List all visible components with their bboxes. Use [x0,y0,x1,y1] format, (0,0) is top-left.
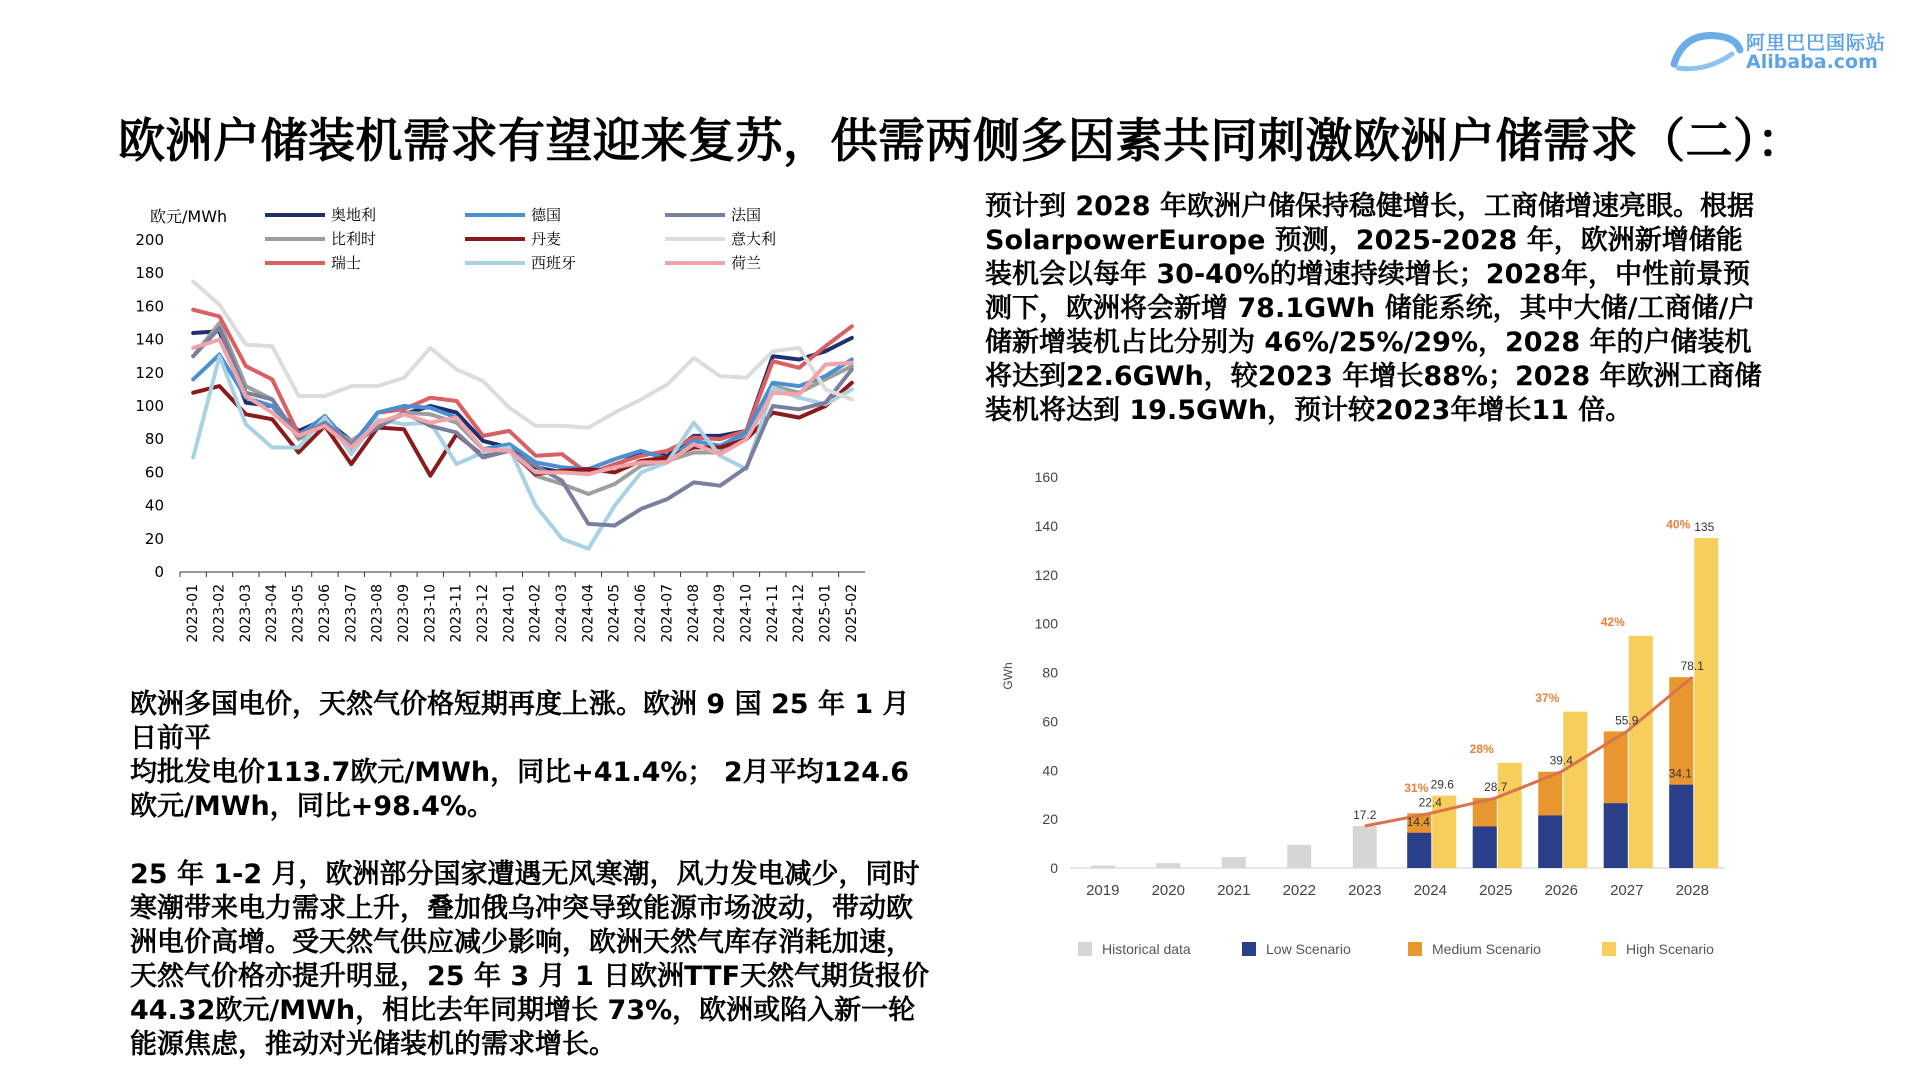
bar [1538,815,1562,868]
x-tick-label: 2024-04 [580,584,597,643]
data-label: 55.9 [1615,713,1639,728]
x-tick-label: 2024-03 [554,584,571,643]
legend-label: 德国 [531,206,562,224]
y-tick-label: 20 [144,529,164,548]
energy-context-text: 25 年 1-2 月，欧洲部分国家遭遇无风寒潮，风力发电减少，同时寒潮带来电力需求上升，叠加俄乌冲突导致能源市场波动，带动欧洲电价高增。受天然气供应减少影响，欧洲天然气库存消耗加速，天然气价格亦提升明显，25 年 3 月 1 日欧洲TTF天然气期货报价44.32欧元/MWh，相比去年同期增长 73%，欧洲或陷入新一轮能源焦虑，推动对光储装机的需求增长。 [130,859,930,1060]
x-tick-label: 2023-12 [474,584,491,643]
data-label: 17.2 [1353,807,1377,822]
y-tick-label: 100 [1034,615,1058,632]
bar [1407,833,1431,868]
x-tick-label: 2027 [1610,882,1644,899]
legend-label: 法国 [731,206,762,224]
bar [1156,863,1180,868]
legend-swatch [1408,942,1422,956]
x-tick-label: 2025 [1479,882,1513,899]
price-summary-paragraph [130,688,930,824]
bar [1473,826,1497,868]
legend-label: 西班牙 [531,254,577,272]
legend-label: 荷兰 [731,254,762,272]
x-tick-label: 2025-01 [817,584,834,643]
data-label: 14.4 [1406,814,1430,829]
bar [1091,866,1115,868]
x-tick-label: 2023-06 [316,584,333,643]
alibaba-logo [1666,24,1896,76]
x-tick-label: 2023-05 [290,584,307,643]
bar [1498,763,1522,868]
bar [1563,712,1587,868]
growth-rate-label: 28% [1469,742,1494,757]
legend-swatch [1602,942,1616,956]
x-tick-label: 2024-09 [712,584,729,643]
y-tick-label: 40 [144,496,164,515]
x-tick-label: 2019 [1086,882,1120,899]
y-tick-label: 140 [135,330,164,349]
bar [1694,538,1718,868]
y-tick-label: 80 [144,430,164,449]
x-tick-label: 2024-11 [764,584,781,643]
data-label: 78.1 [1680,659,1704,674]
y-tick-label: 20 [1042,811,1058,828]
x-tick-label: 2023-07 [343,584,360,643]
y-tick-label: 120 [135,363,164,382]
electricity-price-line-chart [130,196,910,666]
x-tick-label: 2021 [1217,882,1251,899]
energy-context-paragraph [130,858,930,1062]
y-tick-label: 60 [144,463,164,482]
data-label: 29.6 [1430,777,1454,792]
growth-rate-label: 37% [1535,690,1560,705]
x-tick-label: 2024-05 [606,584,623,643]
legend-label: 意大利 [731,230,777,248]
bar [1629,636,1653,868]
bar [1669,785,1693,868]
y-tick-label: 0 [1050,860,1058,876]
bar [1287,845,1311,868]
x-tick-label: 2026 [1544,882,1578,899]
x-tick-label: 2022 [1282,882,1316,899]
legend-label: High Scenario [1626,941,1714,957]
growth-rate-label: 31% [1404,781,1429,796]
y-tick-label: 120 [1034,566,1058,583]
data-label: 135 [1694,520,1715,535]
series-line [193,282,852,428]
x-tick-label: 2024-12 [791,584,808,643]
y-tick-label: 160 [1034,469,1058,485]
legend-label: Low Scenario [1266,941,1351,957]
x-tick-label: 2023-01 [185,584,202,643]
x-tick-label: 2023-11 [448,584,465,643]
alibaba-logo-icon [1666,24,1746,76]
legend-label: Historical data [1102,941,1191,957]
y-axis-label: 欧元/MWh [150,207,228,226]
storage-installation-bar-chart [980,460,1780,980]
forecast-text: 预计到 2028 年欧洲户储保持稳健增长，工商储增速亮眼。根据 SolarpowerEurope 预测，2025-2028 年，欧洲新增储能装机会以每年 30-40%的增速持续增长；2028年，中性前景预测下，欧洲将会新增 78.1GWh 储能系统，其中大储/工商储/户储新增装机占比分别为 46%/25%/29%，2028 年的户储装机将达到22.6GWh，较2023 年增长88%；2028 年欧洲工商储装机将达到 19.5GWh，预计较2023年增长11 倍。 [985,191,1762,426]
forecast-paragraph [985,190,1765,428]
legend-label: 瑞士 [331,254,362,272]
y-tick-label: 100 [135,397,164,415]
bar [1604,803,1628,868]
y-axis-label: GWh [1001,662,1015,690]
legend-swatch [1078,942,1092,956]
price-summary-line-2: 均批发电价113.7欧元/MWh，同比+41.4%； 2月平均124.6欧元/MWh，同比+98.4%。 [130,757,910,822]
x-tick-label: 2024-10 [738,584,755,643]
y-tick-label: 0 [154,563,164,581]
data-label: 22.4 [1418,795,1442,810]
y-tick-label: 60 [1042,713,1058,730]
x-tick-label: 2023 [1348,882,1382,899]
legend-label: 丹麦 [531,230,562,248]
x-tick-label: 2024 [1413,882,1447,899]
logo-chinese-text: 阿里巴巴国际站 [1746,32,1887,54]
price-summary-line-1: 欧洲多国电价，天然气价格短期再度上涨。欧洲 9 国 25 年 1 月日前平 [130,689,910,754]
x-tick-label: 2023-04 [264,584,281,643]
x-tick-label: 2023-08 [369,584,386,643]
x-tick-label: 2024-06 [633,584,650,643]
growth-rate-label: 40% [1666,517,1691,532]
x-tick-label: 2023-09 [395,584,412,643]
growth-rate-label: 42% [1600,615,1625,630]
legend-swatch [1242,942,1256,956]
legend-label: 奥地利 [331,206,377,224]
x-tick-label: 2023-10 [422,584,439,643]
x-tick-label: 2024-01 [501,584,518,643]
legend-label: Medium Scenario [1432,941,1541,957]
x-tick-label: 2024-02 [527,584,544,643]
x-tick-label: 2024-07 [659,584,676,643]
x-tick-label: 2020 [1151,882,1185,899]
y-tick-label: 160 [135,297,164,316]
legend-label: 比利时 [331,230,377,248]
data-label: 39.4 [1549,753,1573,768]
logo-english-text: Alibaba.com [1746,51,1878,73]
y-tick-label: 180 [135,264,164,283]
bar [1353,826,1377,868]
x-tick-label: 2023-03 [237,584,254,643]
x-tick-label: 2025-02 [843,584,860,643]
y-tick-label: 40 [1042,762,1058,779]
page-title: 欧洲户储装机需求有望迎来复苏，供需两侧多因素共同刺激欧洲户储需求（二）： [118,114,1805,169]
data-label: 28.7 [1484,779,1508,794]
x-tick-label: 2028 [1675,882,1709,899]
data-label: 34.1 [1668,766,1692,781]
bar [1222,857,1246,868]
y-tick-label: 200 [135,231,164,249]
y-tick-label: 80 [1042,664,1058,681]
x-tick-label: 2024-08 [685,584,702,643]
y-tick-label: 140 [1034,517,1058,534]
x-tick-label: 2023-02 [211,584,228,643]
